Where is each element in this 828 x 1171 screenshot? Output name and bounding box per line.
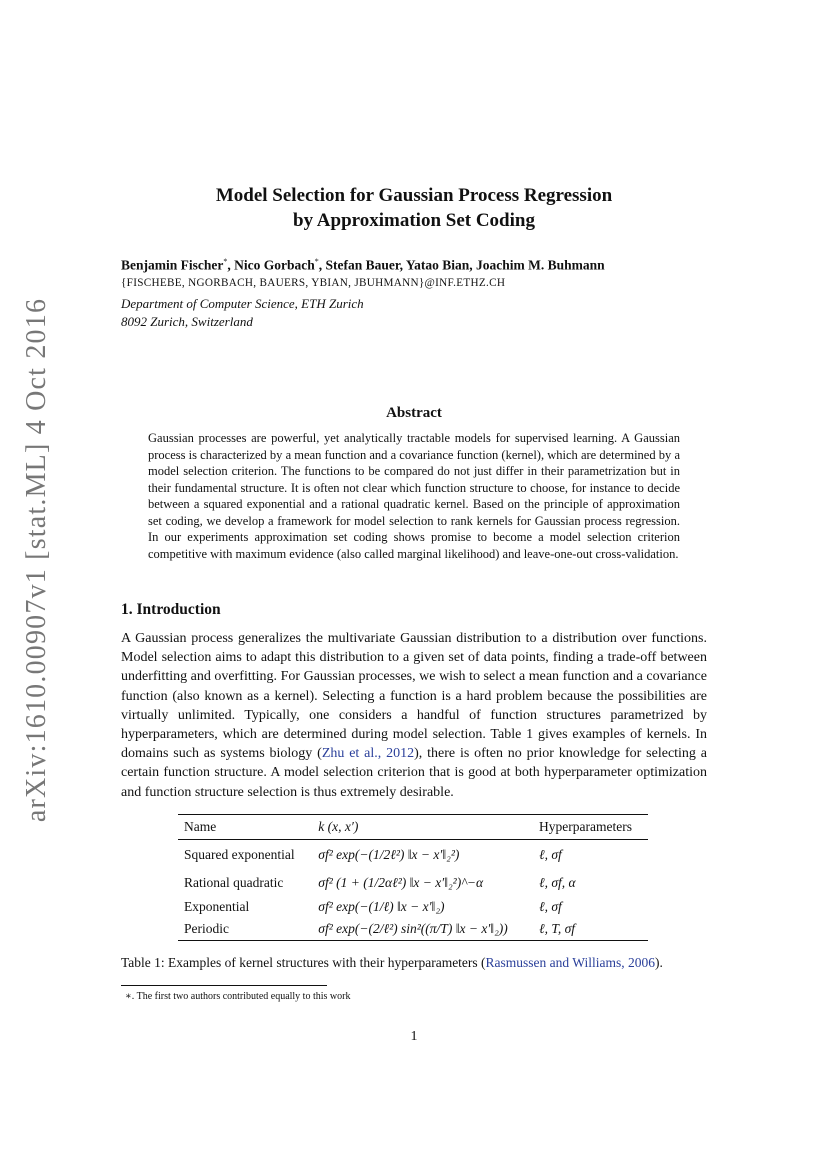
citation-link[interactable]: Rasmussen and Williams, 2006 <box>485 955 655 970</box>
title-line-2: by Approximation Set Coding <box>293 210 535 231</box>
table-row <box>178 870 648 896</box>
col-header-hyperparameters: Hyperparameters <box>539 819 632 834</box>
author-rest: Stefan Bauer, Yatao Bian, Joachim M. Buhmann <box>325 257 605 273</box>
table-row <box>178 896 648 918</box>
department: Department of Computer Science, ETH Zurich <box>121 296 364 311</box>
kernel-hyperparameters: ℓ, σf, α <box>539 875 576 890</box>
abstract-heading: Abstract <box>386 405 442 421</box>
caption-end: ). <box>655 955 663 970</box>
kernel-formula: σf² exp(−(1/2ℓ²) ‖x − x′‖₂²) <box>318 847 460 862</box>
intro-text-2: ), there is often no prior knowledge for selecting a certain function structure. A model selection criterion that is good at both hyperparameter optimization and function structure selection is thus extremely desirable. <box>121 746 708 800</box>
kernel-hyperparameters: ℓ, σf <box>539 899 562 914</box>
table-row <box>178 918 648 941</box>
equal-contrib-mark: * <box>223 257 228 266</box>
kernel-hyperparameters: ℓ, T, σf <box>539 921 576 936</box>
equal-contrib-mark: * <box>314 257 319 266</box>
kernel-name: Rational quadratic <box>184 875 284 890</box>
arxiv-stamp-text: arXiv:1610.00907v1 [stat.ML] 4 Oct 2016 <box>21 297 52 823</box>
section-heading-introduction: 1. Introduction <box>121 601 221 618</box>
kernel-formula: σf² exp(−(1/ℓ) ‖x − x′‖₂) <box>318 899 445 914</box>
title-line-1: Model Selection for Gaussian Process Regression <box>215 185 613 206</box>
abstract-text: Gaussian processes are powerful, yet analytically tractable models for supervised learning. A Gaussian process is characterized by a mean function and a covariance function (kernel), which are determined by a model selection criterion. The functions to be compared do not just differ in their parametrization but in their fundamental structure. It is often not clear which function structure to choose, for instance to decide between a squared exponential and a rational quadratic kernel. Based on the principle of approximation set coding, we develop a framework for model selection to rank kernels for Gaussian process regression. In our experiments approximation set coding shows promise to become a model selection criterion competitive with maximum evidence (also called marginal likelihood) and leave-one-out cross-validation. <box>148 431 680 561</box>
kernel-table <box>178 814 648 941</box>
table-header-row <box>178 815 648 840</box>
col-header-name: Name <box>184 819 217 834</box>
page-number: 1 <box>410 1029 418 1044</box>
kernel-hyperparameters: ℓ, σf <box>539 847 562 862</box>
author-list: Benjamin Fischer*, Nico Gorbach*, Stefan Bauer, Yatao Bian, Joachim M. Buhmann <box>121 257 605 273</box>
author-2: Nico Gorbach <box>234 257 315 273</box>
kernel-name: Squared exponential <box>184 847 295 862</box>
kernel-name: Periodic <box>184 921 229 936</box>
address: 8092 Zurich, Switzerland <box>121 314 253 329</box>
footnote-rule <box>121 985 327 986</box>
arxiv-stamp <box>0 0 70 1171</box>
kernel-name: Exponential <box>184 899 250 914</box>
introduction-paragraph <box>121 629 707 802</box>
intro-text-1: A Gaussian process generalizes the multivariate Gaussian distribution to a distribution over functions. Model selection aims to adapt this distribution to a given set of data points, finding a trade-off between underfitting and overfitting. For Gaussian processes, we wish to select a mean function and a covariance function (also known as a kernel). Selecting a function is a hard problem because the possibilities are virtually unlimited. Typically, one considers a handful of function structures parametrized by hyperparameters, which are determined during model selection. Table 1 gives examples of kernels. In domains such as systems biology ( <box>121 631 707 762</box>
citation-link[interactable]: Zhu et al., 2012 <box>321 746 415 762</box>
paper-title <box>121 183 707 233</box>
caption-text: Table 1: Examples of kernel structures with their hyperparameters ( <box>121 955 486 970</box>
table-row <box>178 840 648 871</box>
col-header-kernel: k (x, x′) <box>318 819 359 834</box>
author-1: Benjamin Fischer <box>121 257 224 273</box>
table-caption <box>121 955 707 971</box>
author-emails: {FISCHEBE, NGORBACH, BAUERS, YBIAN, JBUHMANN}@INF.ETHZ.CH <box>121 277 506 289</box>
kernel-formula: σf² exp(−(2/ℓ²) sin²((π/T) ‖x − x′‖₂)) <box>318 921 508 936</box>
kernel-formula: σf² (1 + (1/2αℓ²) ‖x − x′‖₂²)^−α <box>318 875 484 890</box>
affiliation <box>121 295 364 331</box>
footnote: ∗. The first two authors contributed equally to this work <box>125 991 351 1002</box>
